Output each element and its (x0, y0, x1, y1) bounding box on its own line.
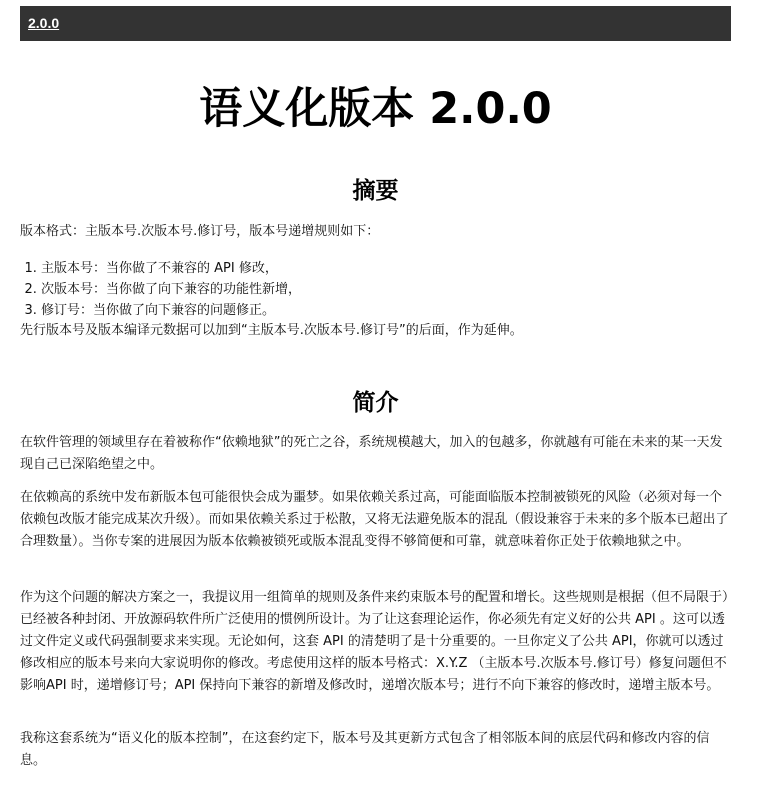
summary-heading: 摘要 (352, 178, 399, 204)
summary-intro: 版本格式：主版本号.次版本号.修订号，版本号递增规则如下： (20, 224, 380, 239)
intro-paragraph-solution: 作为这个问题的解决方案之一，我提议用一组简单的规则及条件来约束版本号的配置和增长。这些规则是根据（但不局限于）已经被各种封闭、开放源码软件所广泛使用的惯例所设计。为了让这套理论运作，你必须先有定义好的公共 API 。这可以透过文件定义或代码强制要求来实现。无论如何，这套 API 的清楚明了是十分重要的。一旦你定义了公共 API，你就可以透过修改相应的版本号来向大家说明你的修改。考虑使用这样的版本号格式：X.Y.Z （主版本号.次版本号.修订号）修复问题但不影响API 时，递增修订号；API 保持向下兼容的新增及修改时，递增次版本号；进行不向下兼容的修改时，递增主版本号。 (20, 590, 729, 693)
list-item: 2. 次版本号：当你做了向下兼容的功能性新增， (41, 279, 731, 300)
intro-paragraph-semver-definition: 我称这套系统为“语义化的版本控制”，在这套约定下，版本号及其更新方式包含了相邻版本间的底层代码和修改内容的信息。 (20, 731, 710, 768)
page-title: 语义化版本 2.0.0 (199, 84, 552, 134)
intro-paragraph-dependency-hell: 在软件管理的领域里存在着被称作“依赖地狱”的死亡之谷，系统规模越大，加入的包越多，你就越有可能在未来的某一天发现自己已深陷绝望之中。 (20, 435, 723, 472)
summary-extension: 先行版本号及版本编译元数据可以加到“主版本号.次版本号.修订号”的后面，作为延伸。 (20, 323, 523, 338)
intro-paragraph-release-nightmare: 在依赖高的系统中发布新版本包可能很快会成为噩梦。如果依赖关系过高，可能面临版本控制被锁死的风险（必须对每一个依赖包改版才能完成某次升级）。而如果依赖关系过于松散，又将无法避免版本的混乱（假设兼容于未来的多个版本已超出了合理数量）。当你专案的进展因为版本依赖被锁死或版本混乱变得不够简便和可靠，就意味着你正处于依赖地狱之中。 (20, 490, 729, 549)
version-link[interactable]: 2.0.0 (28, 15, 60, 31)
list-item: 3. 修订号：当你做了向下兼容的问题修正。 (41, 300, 731, 321)
version-rules-list (20, 258, 731, 321)
list-item: 1. 主版本号：当你做了不兼容的 API 修改， (41, 258, 731, 279)
top-nav-bar (20, 6, 731, 41)
introduction-heading: 简介 (352, 390, 399, 416)
